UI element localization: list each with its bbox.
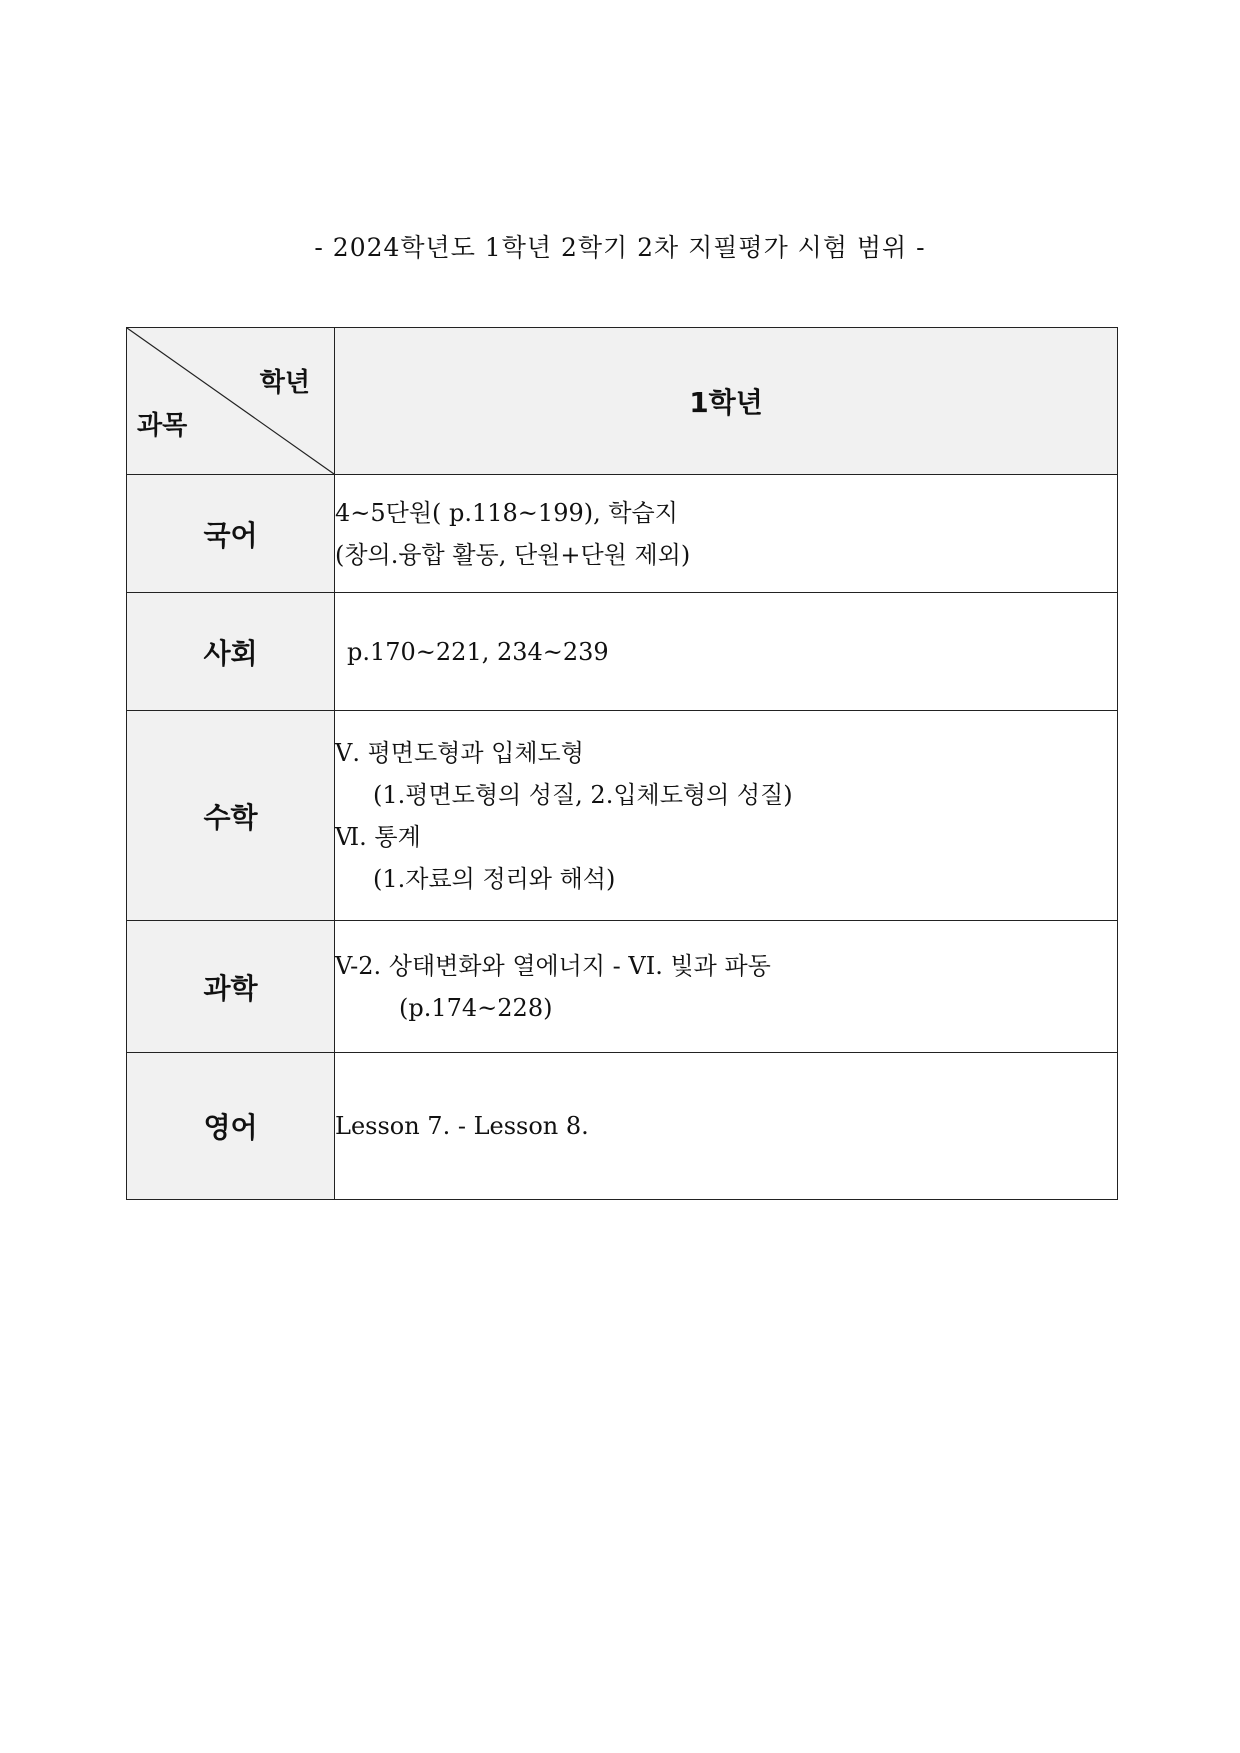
subject-cell: 국어 xyxy=(127,475,335,593)
range-line: p.170~221, 234~239 xyxy=(347,637,609,666)
subject-cell: 영어 xyxy=(127,1053,335,1200)
range-line: (창의.융합 활동, 단원+단원 제외) xyxy=(335,540,691,569)
subject-cell: 사회 xyxy=(127,593,335,711)
table-row xyxy=(127,475,1118,593)
range-line: (1.평면도형의 성질, 2.입체도형의 성질) xyxy=(373,780,793,809)
corner-grade-label: 학년 xyxy=(259,368,310,398)
range-line: Ⅵ. 통계 xyxy=(335,822,421,851)
table-row xyxy=(127,711,1118,921)
table-row xyxy=(127,1053,1118,1200)
subject-cell: 수학 xyxy=(127,711,335,921)
range-cell xyxy=(335,475,1118,593)
diagonal-divider xyxy=(127,328,334,474)
range-line: Ⅴ. 평면도형과 입체도형 xyxy=(335,738,584,767)
header-row xyxy=(127,328,1118,475)
subject-cell: 과학 xyxy=(127,921,335,1053)
range-cell xyxy=(335,921,1118,1053)
exam-range-table xyxy=(126,327,1118,1200)
range-line: Lesson 7. - Lesson 8. xyxy=(335,1112,589,1140)
corner-header-cell xyxy=(127,328,335,475)
table-row xyxy=(127,593,1118,711)
grade-header-cell: 1학년 xyxy=(335,328,1118,475)
document-title: - 2024학년도 1학년 2학기 2차 지필평가 시험 범위 - xyxy=(314,233,926,262)
range-cell xyxy=(335,593,1118,711)
range-line: V-2. 상태변화와 열에너지 - VI. 빛과 파동 xyxy=(335,951,771,980)
range-cell xyxy=(335,1053,1118,1200)
range-cell xyxy=(335,711,1118,921)
range-line: 4~5단원( p.118~199), 학습지 xyxy=(335,498,678,527)
range-line: (1.자료의 정리와 해석) xyxy=(373,864,616,893)
range-line: (p.174~228) xyxy=(399,993,553,1022)
table-row xyxy=(127,921,1118,1053)
corner-subject-label: 과목 xyxy=(137,411,188,441)
